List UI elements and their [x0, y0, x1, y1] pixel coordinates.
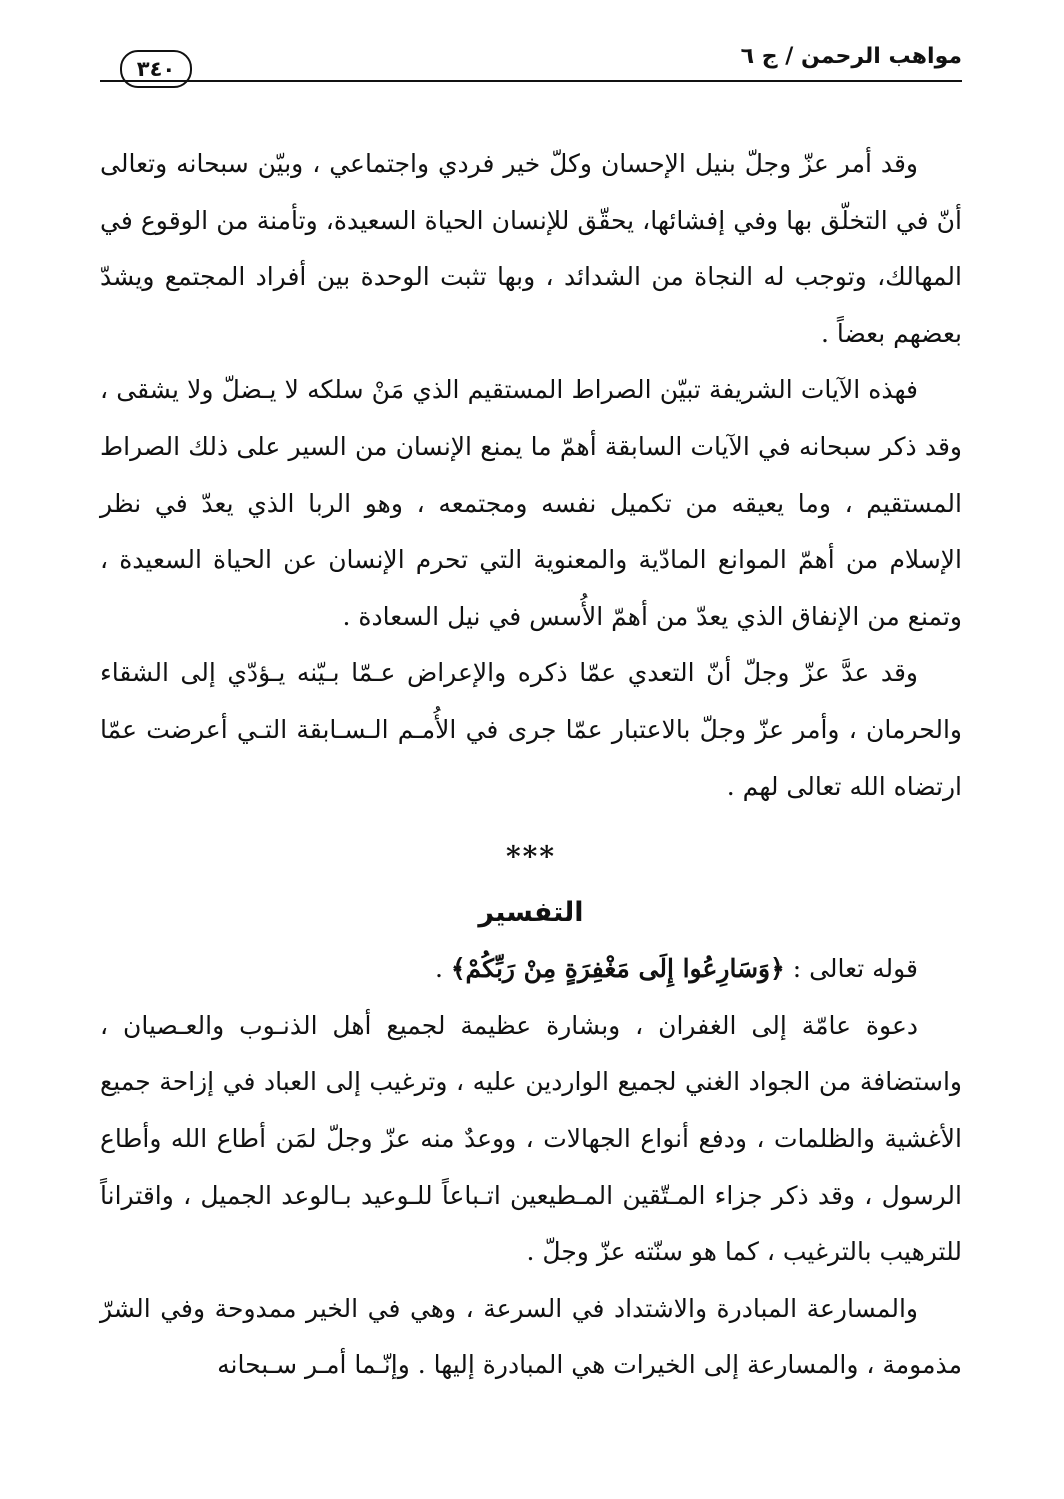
section-title: التفسير [478, 897, 584, 929]
header-divider [100, 80, 962, 82]
paragraph-3: وقد عدَّ عزّ وجلّ أنّ التعدي عمّا ذكره والإعراض عـمّا بـيّنه يـؤدّي إلى الشقاء والحرمان ، وأمر عزّ وجلّ بالاعتبار عمّا جرى في الأُمـم الـسـابقة التـي أعرضت عمّا ارتضاه الله تعالى لهم . [100, 658, 962, 801]
quran-verse: ﴿وَسَارِعُوا إِلَى مَغْفِرَةٍ مِنْ رَبِّكُمْ﴾ [450, 954, 785, 984]
verse-line [100, 941, 962, 998]
paragraph-2: فهذه الآيات الشريفة تبيّن الصراط المستقيم الذي مَنْ سلكه لا يـضلّ ولا يشقى ، وقد ذكر سبحانه في الآيات السابقة أهمّ ما يمنع الإنسان من السير على ذلك الصراط المستقيم ، وما يعيقه من تكميل نفسه ومجتمعه ، وهو الربا الذي يعدّ في نظر الإسلام من أهمّ الموانع المادّية والمعنوية التي تحرم الإنسان عن الحياة السعيدة ، وتمنع من الإنفاق الذي يعدّ من أهمّ الأُسس في نيل السعادة . [100, 375, 962, 631]
verse-end: . [434, 954, 443, 984]
verse-intro: قوله تعالى : [792, 954, 918, 984]
running-title: مواهب الرحمن / ج ٦ [740, 44, 962, 69]
paragraph-4: دعوة عامّة إلى الغفران ، وبشارة عظيمة لجميع أهل الذنـوب والعـصيان ، واستضافة من الجواد الغني لجميع الواردين عليه ، وترغيب إلى العباد في إزاحة جميع الأغشية والظلمات ، ودفع أنواع الجهالات ، ووعدٌ منه عزّ وجلّ لمَن أطاع الله وأطاع الرسول ، وقد ذكر جزاء المـتّقين المـطيعين اتـباعاً للـوعيد بـالوعد الجميل ، واقتراناً للترهيب بالترغيب ، كما هو سنّته عزّ وجلّ . [100, 1010, 962, 1267]
paragraph-1: وقد أمر عزّ وجلّ بنيل الإحسان وكلّ خير فردي واجتماعي ، وبيّن سبحانه وتعالى أنّ في التخلّق بها وفي إفشائها، يحقّق للإنسان الحياة السعيدة، وتأمنة من الوقوع في المهالك، وتوجب له النجاة من الشدائد ، وبها تثبت الوحدة بين أفراد المجتمع ويشدّ بعضهم بعضاً . [100, 149, 962, 348]
paragraph-5: والمسارعة المبادرة والاشتداد في السرعة ، وهي في الخير ممدوحة وفي الشرّ مذمومة ، والمسارعة إلى الخيرات هي المبادرة إليها . وإنّـما أمـر سـبحانه [100, 1293, 962, 1380]
page-number: ٣٤٠ [120, 50, 192, 88]
page-body [100, 136, 962, 1394]
section-separator: *** [506, 840, 556, 874]
